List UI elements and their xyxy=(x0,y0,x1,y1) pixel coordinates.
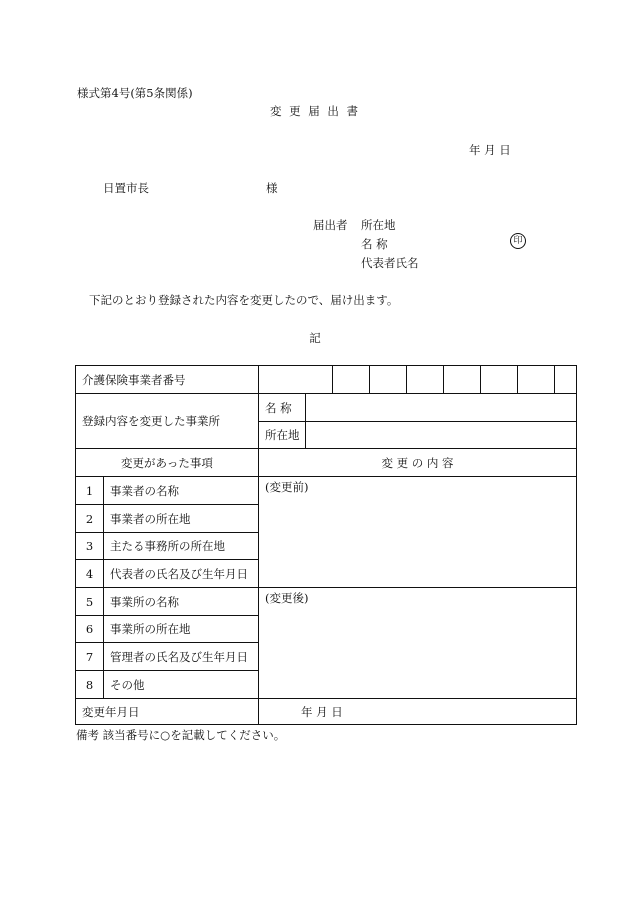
item-label: 管理者の氏名及び生年月日 xyxy=(104,643,259,671)
honorific: 様 xyxy=(266,181,278,195)
office-name-field[interactable] xyxy=(306,394,577,422)
office-name-label: 名 称 xyxy=(259,394,306,422)
changed-office-label: 登録内容を変更した事業所 xyxy=(76,394,259,449)
change-form-table xyxy=(75,365,577,725)
after-content-field[interactable] xyxy=(259,588,577,699)
provider-number-box[interactable] xyxy=(518,366,555,394)
content-header: 変 更 の 内 容 xyxy=(259,449,577,477)
applicant-label: 届出者 xyxy=(313,218,348,232)
item-number: 5 xyxy=(76,588,104,616)
item-label: 事業者の名称 xyxy=(104,477,259,505)
provider-number-box[interactable] xyxy=(407,366,444,394)
change-date-row xyxy=(76,699,577,725)
item-label: 事業者の所在地 xyxy=(104,505,259,533)
form-number: 様式第4号(第5条関係) xyxy=(77,86,193,100)
item-number: 6 xyxy=(76,616,104,643)
remarks-note: 備考 該当番号に○を記載してください。 xyxy=(76,728,286,742)
provider-number-box[interactable] xyxy=(444,366,481,394)
items-header: 変更があった事項 xyxy=(76,449,259,477)
applicant-address-label: 所在地 xyxy=(361,218,396,232)
before-content-field[interactable] xyxy=(259,477,577,588)
item-label: 代表者の氏名及び生年月日 xyxy=(104,560,259,588)
before-label: (変更前) xyxy=(265,480,309,494)
items-header-row xyxy=(76,449,577,477)
applicant-name-label: 名 称 xyxy=(361,237,388,251)
after-label: (変更後) xyxy=(265,591,309,605)
statement-text: 下記のとおり登録された内容を変更したので、届け出ます。 xyxy=(89,293,399,307)
item-number: 1 xyxy=(76,477,104,505)
item-number: 3 xyxy=(76,533,104,560)
office-name-row xyxy=(76,394,577,422)
change-date-field[interactable]: 年 月 日 xyxy=(259,699,577,725)
item-label: 事業所の名称 xyxy=(104,588,259,616)
item-label: その他 xyxy=(104,671,259,699)
ki-heading: 記 xyxy=(309,331,321,345)
provider-number-box[interactable] xyxy=(481,366,518,394)
provider-number-box[interactable] xyxy=(370,366,407,394)
item-number: 4 xyxy=(76,560,104,588)
applicant-representative-label: 代表者氏名 xyxy=(361,256,419,270)
office-address-field[interactable] xyxy=(306,422,577,449)
submission-date[interactable]: 年 月 日 xyxy=(469,143,511,157)
item-label: 主たる事務所の所在地 xyxy=(104,533,259,560)
item-number: 2 xyxy=(76,505,104,533)
change-date-label: 変更年月日 xyxy=(76,699,259,725)
provider-number-label: 介護保険事業者番号 xyxy=(76,366,259,394)
office-address-label: 所在地 xyxy=(259,422,306,449)
item-row[interactable] xyxy=(76,477,577,505)
provider-number-box[interactable] xyxy=(333,366,370,394)
provider-number-row xyxy=(76,366,577,394)
item-number: 8 xyxy=(76,671,104,699)
addressee: 日置市長 xyxy=(103,181,149,195)
provider-number-box[interactable] xyxy=(555,366,577,394)
item-number: 7 xyxy=(76,643,104,671)
document-title: 変 更 届 出 書 xyxy=(269,104,361,118)
item-label: 事業所の所在地 xyxy=(104,616,259,643)
item-row[interactable] xyxy=(76,588,577,616)
seal-icon: 印 xyxy=(510,233,526,249)
provider-number-box[interactable] xyxy=(259,366,333,394)
